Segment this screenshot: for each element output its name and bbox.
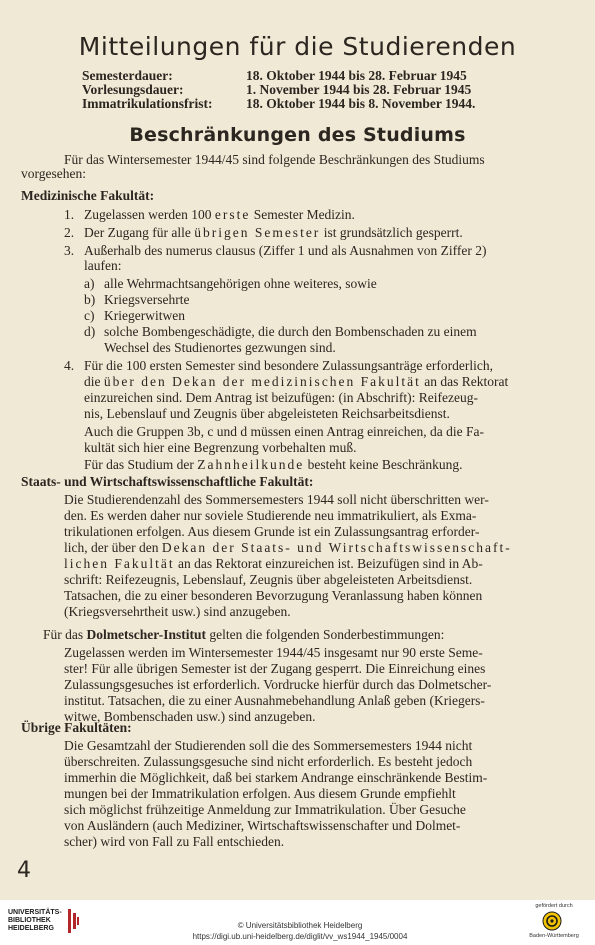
funder-logo-icon [542,911,562,931]
medicine-heading: Medizinische Fakultät: [21,188,155,203]
funding-label: gefördert durch [535,903,573,909]
paragraph-line: lich, der über den Dekan der Staats- und Wirtschaftswissenschaft- [64,540,512,555]
item-text: laufen: [84,258,122,273]
subitem-text: solche Bombengeschädigte, die durch den Bombenschaden zu einem [104,324,477,339]
subitem-key: c) [84,308,95,323]
enrollment-value: 18. Oktober 1944 bis 8. November 1944. [246,96,476,111]
item-text: die über den Dekan der medizinischen Fakultät an das Rektorat [84,374,509,389]
item-text: Außerhalb des numerus clausus (Ziffer 1 und als Ausnahmen von Ziffer 2) [84,243,487,258]
lecture-value: 1. November 1944 bis 28. Februar 1945 [246,82,472,97]
enrollment-label: Immatrikulationsfrist: [82,96,213,111]
page-title: Mitteilungen für die Studierenden [78,32,517,61]
subitem-text: Kriegsversehrte [104,292,190,307]
paragraph-line: Zugelassen werden im Wintersemester 1944/45 insgesamt nur 90 erste Seme- [64,645,483,660]
paragraph-line: immerhin die Möglichkeit, daß bei starkem Andrange einschränkende Bestim- [64,770,488,785]
economics-heading: Staats- und Wirtschaftswissenschaftliche Fakultät: [21,474,314,489]
page-number: 4 [17,858,31,883]
item-text: Zugelassen werden 100 erste Semester Medizin. [84,207,355,222]
paragraph-line: Die Studierendenzahl des Sommersemesters 1944 soll nicht überschritten wer- [64,492,489,507]
intro-line: vorgesehen: [21,166,86,181]
other-faculties-heading: Übrige Fakultäten: [21,720,132,735]
item-text: einzureichen sind. Dem Antrag ist beizufügen: (in Abschrift): Reifezeug- [84,390,478,405]
item-text: Der Zugang für alle übrigen Semester ist grundsätzlich gesperrt. [84,225,463,240]
paragraph-line: scher) wird von Fall zu Fall entschieden. [64,834,285,849]
permalink[interactable]: https://digi.ub.uni-heidelberg.de/diglit/vv_ws1944_1945/0004 [192,932,408,941]
paragraph-line: den. Es werden daher nur soviele Studierende neu immatrikuliert, als Exma- [64,508,477,523]
library-name[interactable]: UNIVERSITÄTS- BIBLIOTHEK HEIDELBERG [8,909,62,932]
subitem-text: alle Wehrmachtsangehörigen ohne weiteres, sowie [104,276,377,291]
intro-line: Für das Wintersemester 1944/45 sind folgende Beschränkungen des Studiums [64,152,485,167]
item-number: 1. [64,207,75,222]
paragraph-line: (Kriegsversehrtheit usw.) sind anzugeben. [64,604,291,619]
paragraph-line: trikulationen erfolgen. Aus diesem Grunde ist ein Zulassungsantrag erforder- [64,524,480,539]
copyright-text: © Universitätsbibliothek Heidelberg [237,921,363,930]
paragraph-line: lichen Fakultät an das Rektorat einzureichen ist. Beizufügen sind in Ab- [64,556,483,571]
library-logo-icon [66,907,80,935]
paragraph-line: ster! Für alle übrigen Semester ist der Zugang gesperrt. Die Einreichung eines [64,661,486,676]
item-text: Auch die Gruppen 3b, c und d müssen einen Antrag einreichen, da die Fa- [84,424,485,439]
item-number: 4. [64,358,75,373]
semester-label: Semesterdauer: [82,68,173,83]
subitem-key: b) [84,292,96,307]
semester-value: 18. Oktober 1944 bis 28. Februar 1945 [246,68,467,83]
item-text: Für die 100 ersten Semester sind besondere Zulassungsanträge erforderlich, [84,358,494,373]
interpreter-intro: Für das Dolmetscher-Institut gelten die folgenden Sonderbestimmungen: [43,627,445,642]
subitem-key: a) [84,276,95,291]
paragraph-line: schrift: Reifezeugnis, Lebenslauf, Zeugnis über abgeleisteten Arbeitsdienst. [64,572,473,587]
paragraph-line: von Ausländern (auch Mediziner, Wirtschaftswissenschafter und Dolmet- [64,818,461,833]
paragraph-line: Zulassungsgesuches ist erforderlich. Vordrucke hierfür durch das Dolmetscher- [64,677,492,692]
item-text: Für das Studium der Zahnheilkunde besteht keine Beschränkung. [84,457,463,472]
item-text: nis, Lebenslauf und Zeugnis über abgeleisteten Reichsarbeitsdienst. [84,406,450,421]
paragraph-line: überschreiten. Zulassungsgesuche sind nicht erforderlich. Es besteht jedoch [64,754,473,769]
lecture-label: Vorlesungsdauer: [82,82,184,97]
paragraph-line: Tatsachen, die zu einer besonderen Bevorzugung Veranlassung haben können [64,588,483,603]
subitem-text: Wechsel des Studienortes gezwungen sind. [104,340,336,355]
item-number: 3. [64,243,75,258]
paragraph-line: Die Gesamtzahl der Studierenden soll die des Sommersemesters 1944 nicht [64,738,473,753]
paragraph-line: mungen bei der Immatrikulation erfolgen. Aus diesem Grunde empfiehlt [64,786,456,801]
funder-name: Baden-Württemberg [529,933,579,939]
subitem-key: d) [84,324,96,339]
paragraph-line: institut. Tatsachen, die zu einer Ausnahmebehandlung Anlaß geben (Kriegers- [64,693,485,708]
section-title: Beschränkungen des Studiums [129,124,466,146]
item-text: kultät sich hier eine Begrenzung vorbehalten muß. [84,440,357,455]
paragraph-line: sich möglichst frühzeitige Anmeldung zur Immatrikulation. Über Gesuche [64,802,466,817]
item-number: 2. [64,225,75,240]
paragraph-line: witwe, Bombenschaden usw.) sind anzugeben. [64,709,316,724]
subitem-text: Kriegerwitwen [104,308,185,323]
